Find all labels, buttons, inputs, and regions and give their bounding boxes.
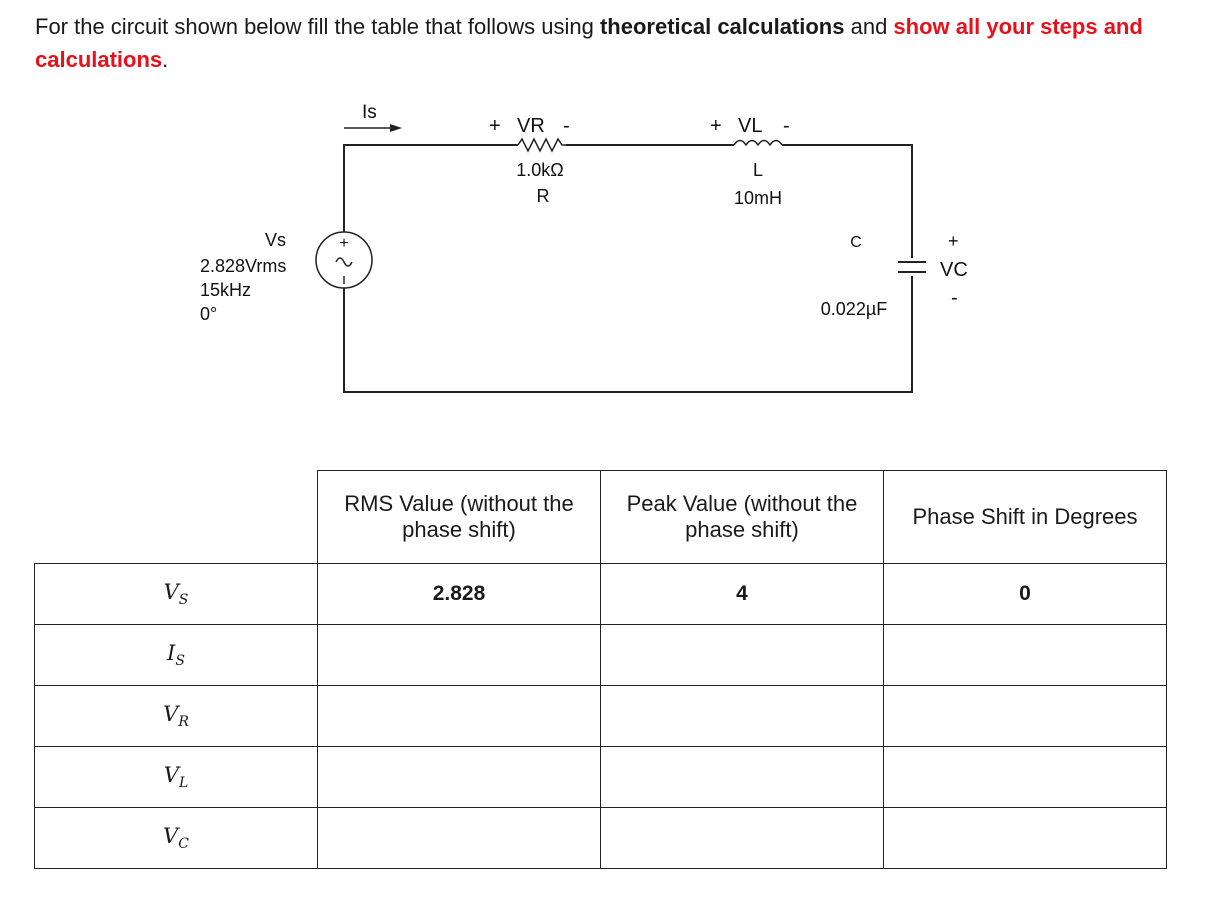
table-row (35, 564, 1167, 625)
row-label-sub: C (178, 836, 189, 853)
row-label-sub: L (178, 775, 189, 792)
cell-peak[interactable]: 4 (601, 564, 884, 625)
instructions-red: show all your steps and calculations (35, 14, 1143, 72)
inductor-symbol (734, 141, 782, 146)
capacitor-value: 0.022µF (820, 299, 888, 319)
row-label-main: V (163, 823, 179, 848)
source-name: Vs (265, 230, 287, 250)
source-frequency: 15kHz (200, 280, 252, 300)
resistor-plus: + (489, 115, 501, 137)
current-label: Is (362, 102, 377, 123)
capacitor-voltage-label: VC (940, 259, 968, 281)
inductor-value: 10mH (733, 188, 783, 208)
source-phase: 0° (200, 304, 218, 324)
instructions-period: . (162, 47, 169, 72)
cell-phase[interactable] (884, 625, 1167, 686)
circuit-wires (344, 145, 912, 392)
table-header-row (35, 471, 1167, 564)
table-row (35, 625, 1167, 686)
row-label-sub: S (178, 592, 189, 609)
row-label-sub: S (175, 653, 185, 670)
instructions-bold: theoretical calculations (599, 14, 845, 39)
table-row (35, 686, 1167, 747)
cell-rms[interactable] (318, 625, 601, 686)
row-label-vr (35, 686, 318, 747)
header-phase: Phase Shift in Degrees (884, 471, 1167, 564)
cell-peak[interactable] (601, 808, 884, 869)
header-peak: Peak Value (without the phase shift) (601, 471, 884, 564)
row-label-vl (35, 747, 318, 808)
current-arrow (344, 124, 402, 132)
resistor-minus: - (563, 115, 570, 137)
cell-phase[interactable]: 0 (884, 564, 1167, 625)
row-label-sub: R (178, 714, 189, 731)
row-label-main: V (163, 762, 179, 787)
capacitor-name: C (850, 234, 862, 251)
resistor-name: R (536, 186, 550, 206)
row-label-main: V (163, 579, 179, 604)
cell-phase[interactable] (884, 747, 1167, 808)
cell-rms[interactable] (318, 686, 601, 747)
capacitor-symbol (898, 262, 926, 272)
inductor-minus: - (783, 115, 790, 137)
source-voltage: 2.828Vrms (200, 256, 287, 276)
cell-rms[interactable] (318, 808, 601, 869)
table-row (35, 808, 1167, 869)
row-label-is (35, 625, 318, 686)
instructions-text: For the circuit shown below fill the table that follows using (35, 14, 600, 39)
cell-phase[interactable] (884, 686, 1167, 747)
capacitor-plus: + (948, 231, 959, 251)
cell-rms[interactable]: 2.828 (318, 564, 601, 625)
capacitor-minus: - (951, 287, 958, 309)
inductor-voltage-label: VL (738, 115, 763, 137)
row-label-vs (35, 564, 318, 625)
table-corner (35, 471, 318, 564)
inductor-plus: + (710, 115, 722, 137)
row-label-main: I (167, 640, 176, 665)
resistor-voltage-label: VR (517, 115, 545, 137)
resistor-symbol (518, 139, 566, 151)
cell-peak[interactable] (601, 625, 884, 686)
instructions-and: and (844, 14, 894, 39)
source-plus: + (339, 235, 349, 252)
cell-rms[interactable] (318, 747, 601, 808)
row-label-main: V (163, 701, 179, 726)
cell-peak[interactable] (601, 686, 884, 747)
cell-phase[interactable] (884, 808, 1167, 869)
row-label-vc (35, 808, 318, 869)
results-table (34, 470, 1167, 869)
table-row (35, 747, 1167, 808)
resistor-value: 1.0kΩ (516, 160, 564, 180)
header-rms: RMS Value (without the phase shift) (318, 471, 601, 564)
inductor-name: L (752, 160, 764, 180)
cell-peak[interactable] (601, 747, 884, 808)
